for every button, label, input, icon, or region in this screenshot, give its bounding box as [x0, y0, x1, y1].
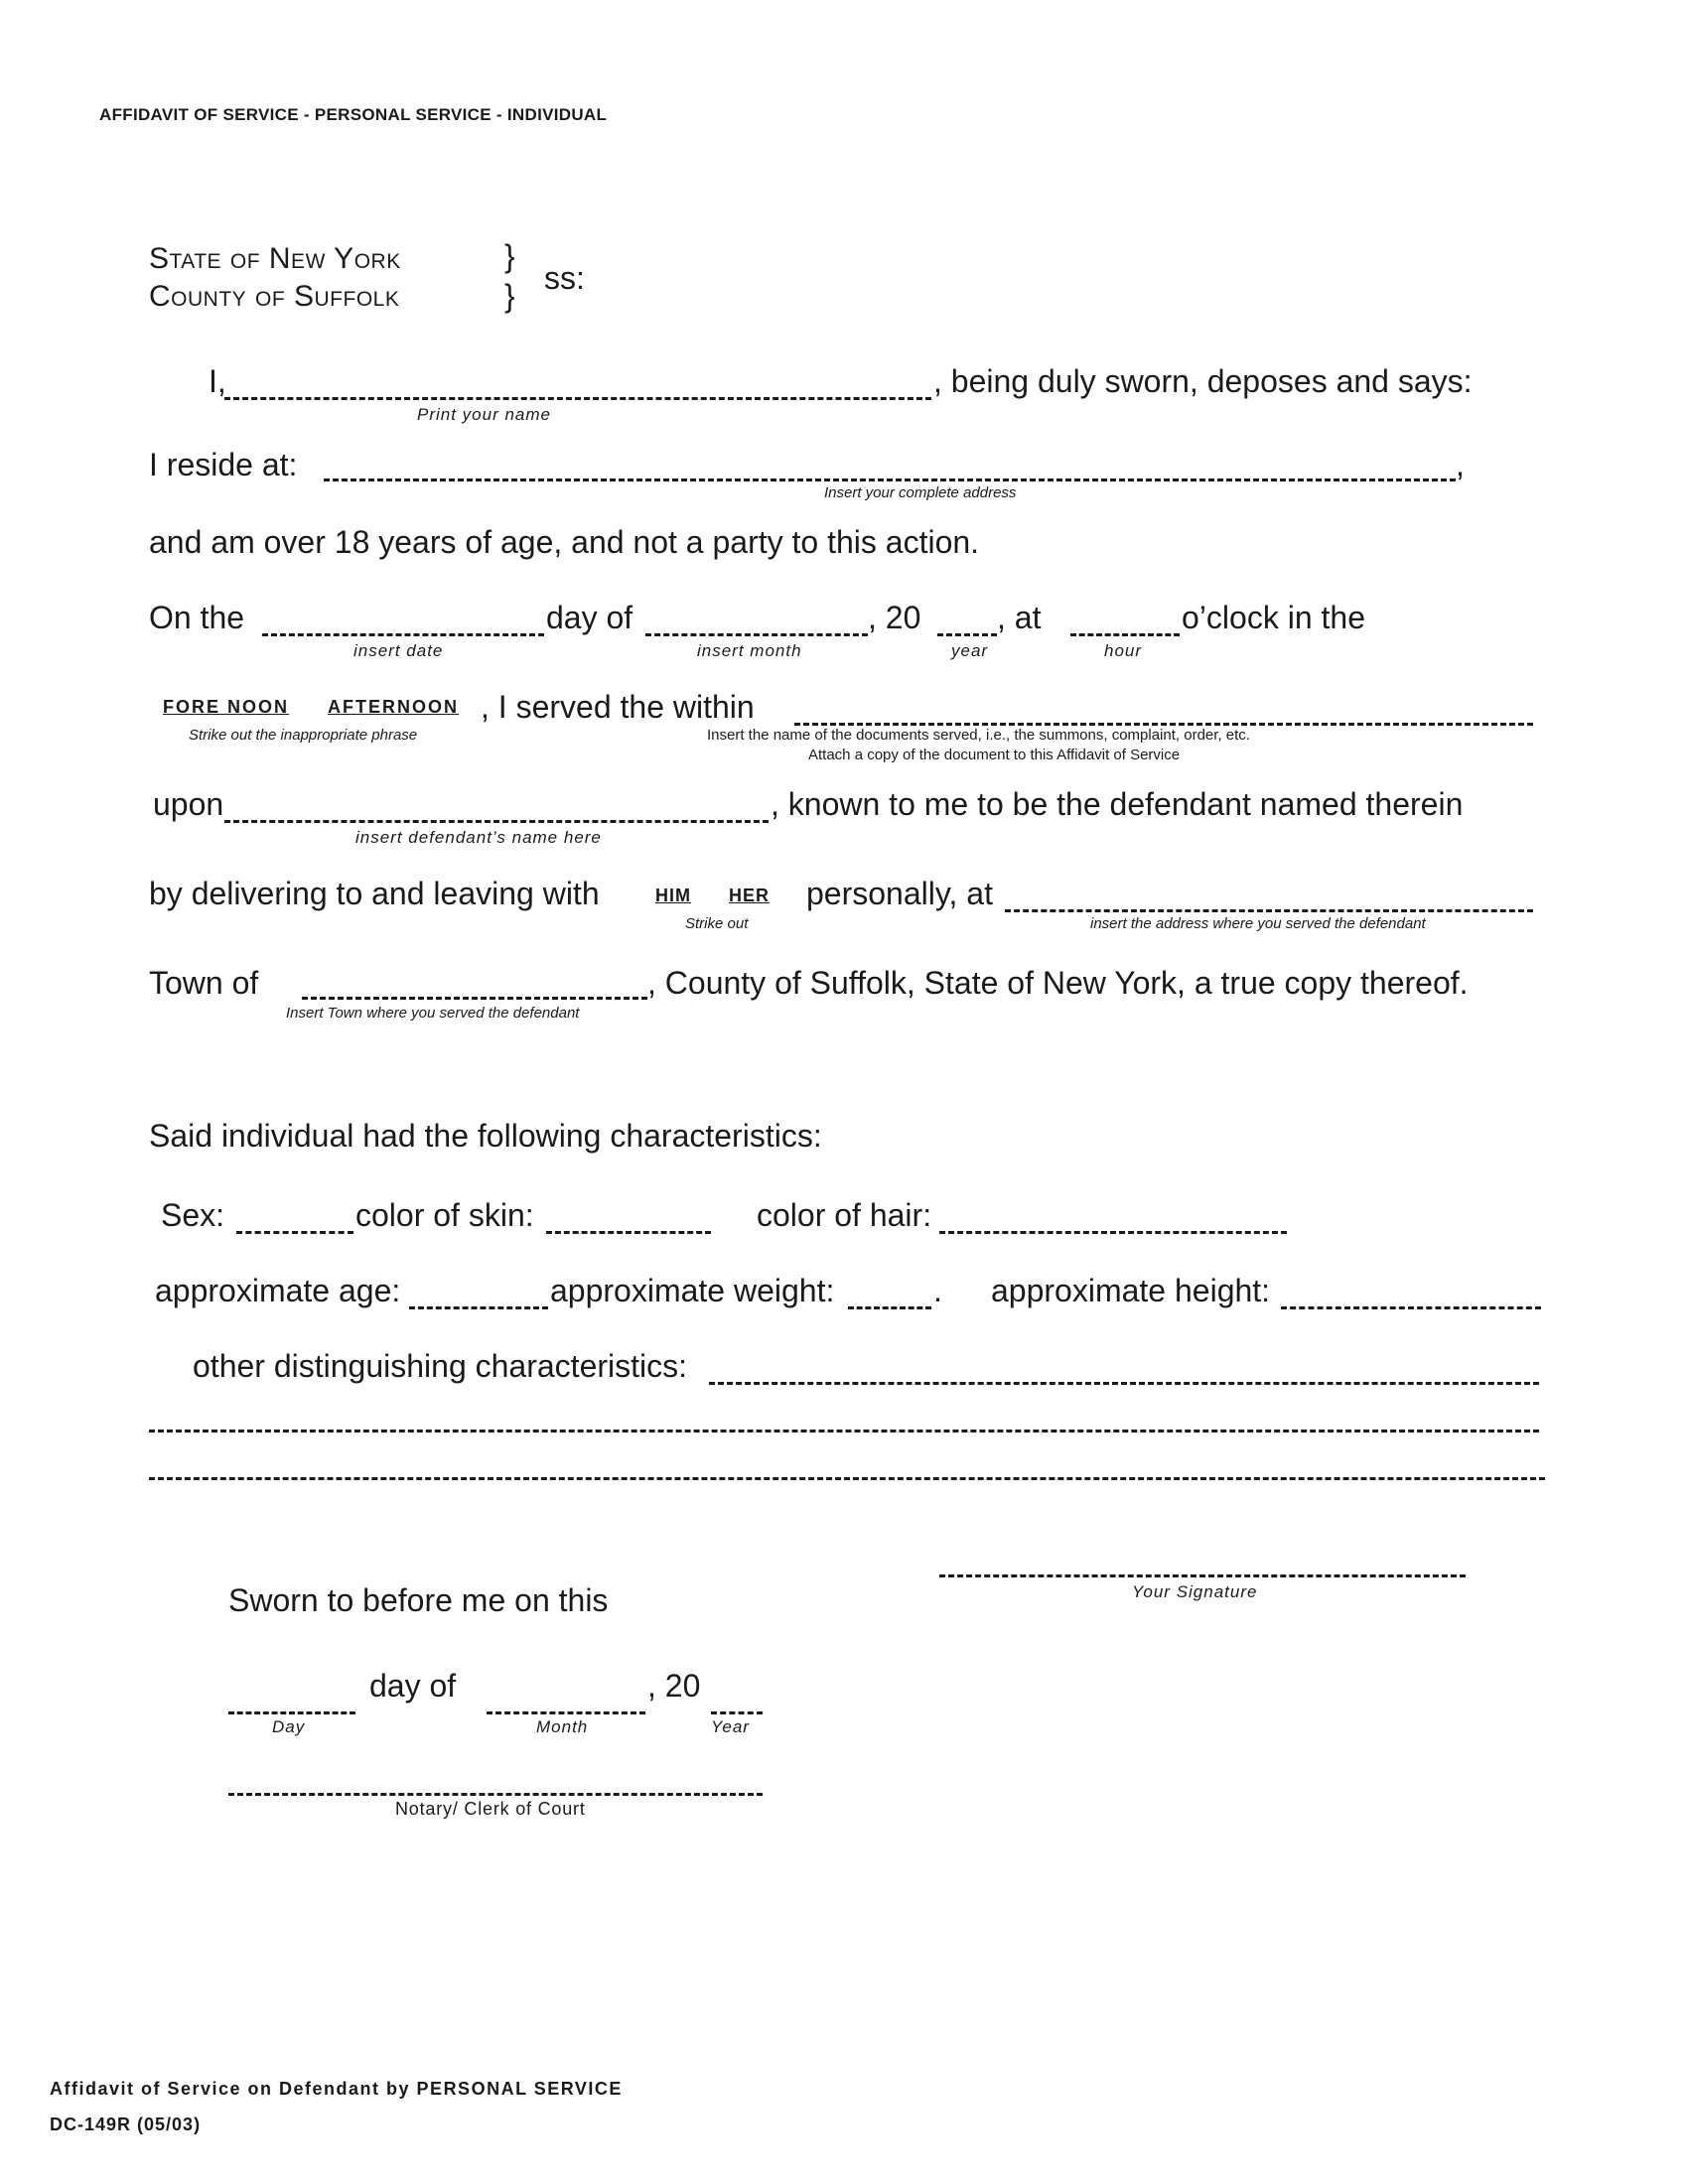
jurat-month-blank[interactable]	[487, 1711, 645, 1714]
year-blank[interactable]	[937, 633, 997, 636]
defendant-name-blank[interactable]	[224, 820, 769, 823]
hair-blank[interactable]	[939, 1231, 1287, 1234]
venue-state: State of New York	[149, 242, 401, 275]
jurat-month-caption: Month	[536, 1717, 589, 1736]
other-blank-3[interactable]	[149, 1477, 1545, 1480]
other-blank-1[interactable]	[709, 1382, 1539, 1385]
sex-blank[interactable]	[236, 1231, 353, 1234]
jurat-day-of: day of	[369, 1668, 457, 1704]
notary-blank[interactable]	[228, 1793, 763, 1796]
option-her[interactable]: HER	[729, 886, 771, 905]
line-delivering: by delivering to and leaving with	[149, 876, 600, 911]
line-name-suffix: , being duly sworn, deposes and says:	[933, 363, 1473, 399]
other-label: other distinguishing characteristics:	[193, 1348, 688, 1384]
venue-ss: ss:	[544, 260, 585, 296]
signature-blank[interactable]	[939, 1574, 1466, 1577]
month-caption: insert month	[697, 641, 802, 660]
service-address-blank[interactable]	[1005, 909, 1533, 912]
option-forenoon[interactable]: FORE NOON	[163, 697, 290, 717]
him-her-caption: Strike out	[685, 915, 749, 932]
jurat-day-caption: Day	[272, 1717, 306, 1736]
line-personally-at: personally, at	[806, 876, 993, 911]
line-address-prefix: I reside at:	[149, 447, 298, 482]
line-address-suffix: ,	[1456, 447, 1465, 482]
footer-form-id: DC-149R (05/03)	[50, 2115, 202, 2134]
line-name-prefix: I,	[209, 363, 226, 399]
form-header-title: AFFIDAVIT OF SERVICE - PERSONAL SERVICE - INDIVIDUAL	[99, 105, 608, 124]
weight-label: approximate weight:	[550, 1273, 835, 1308]
hair-label: color of hair:	[757, 1197, 932, 1233]
name-blank[interactable]	[224, 397, 931, 400]
age-label: approximate age:	[155, 1273, 401, 1308]
documents-blank[interactable]	[794, 723, 1533, 726]
defendant-caption: insert defendant’s name here	[355, 828, 602, 847]
jurat-twenty: , 20	[647, 1668, 701, 1704]
weight-blank[interactable]	[848, 1306, 931, 1309]
forenoon-caption: Strike out the inappropriate phrase	[189, 727, 418, 744]
notary-caption: Notary/ Clerk of Court	[395, 1799, 586, 1819]
sex-label: Sex:	[161, 1197, 225, 1233]
footer-title: Affidavit of Service on Defendant by PERSONAL SERVICE	[50, 2079, 623, 2099]
service-address-caption: insert the address where you served the defendant	[1090, 915, 1426, 932]
name-caption: Print your name	[417, 405, 551, 424]
town-blank[interactable]	[302, 997, 647, 1000]
height-blank[interactable]	[1281, 1306, 1541, 1309]
sworn-text: Sworn to before me on this	[228, 1582, 609, 1618]
line-served-within: , I served the within	[481, 689, 755, 725]
hour-caption: hour	[1104, 641, 1143, 660]
line-date-twenty: , 20	[868, 600, 921, 635]
address-caption: Insert your complete address	[824, 484, 1017, 501]
age-blank[interactable]	[409, 1306, 548, 1309]
line-upon: upon	[153, 786, 224, 822]
line-town-of: Town of	[149, 965, 259, 1001]
jurat-year-caption: Year	[711, 1717, 750, 1736]
attach-caption: Attach a copy of the document to this Affidavit of Service	[808, 747, 1181, 763]
line-date-oclock: o’clock in the	[1182, 600, 1365, 635]
age-statement: and am over 18 years of age, and not a party to this action.	[149, 524, 980, 560]
other-blank-2[interactable]	[149, 1430, 1539, 1433]
line-town-suffix: , County of Suffolk, State of New York, a true copy thereof.	[647, 965, 1469, 1001]
venue-brace-bottom: }	[504, 278, 515, 314]
option-afternoon[interactable]: AFTERNOON	[328, 697, 459, 717]
signature-caption: Your Signature	[1132, 1582, 1258, 1601]
month-blank[interactable]	[645, 633, 868, 636]
year-caption: year	[951, 641, 989, 660]
option-him[interactable]: HIM	[655, 886, 691, 905]
line-defendant-suffix: , known to me to be the defendant named therein	[771, 786, 1464, 822]
town-caption: Insert Town where you served the defendant	[286, 1005, 580, 1022]
address-blank[interactable]	[324, 478, 1456, 481]
date-caption: insert date	[353, 641, 444, 660]
line-date-day-of: day of	[546, 600, 633, 635]
venue-brace-top: }	[504, 238, 515, 274]
weight-period: .	[933, 1273, 942, 1308]
venue-county: County of Suffolk	[149, 280, 400, 313]
hour-blank[interactable]	[1070, 633, 1180, 636]
date-blank[interactable]	[262, 633, 544, 636]
skin-label: color of skin:	[355, 1197, 534, 1233]
line-date-on-the: On the	[149, 600, 245, 635]
jurat-day-blank[interactable]	[228, 1711, 355, 1714]
line-date-at: , at	[997, 600, 1042, 635]
skin-blank[interactable]	[546, 1231, 711, 1234]
documents-caption: Insert the name of the documents served, i.e., the summons, complaint, order, etc.	[707, 727, 1250, 744]
jurat-year-blank[interactable]	[711, 1711, 763, 1714]
characteristics-heading: Said individual had the following characteristics:	[149, 1118, 822, 1154]
height-label: approximate height:	[991, 1273, 1271, 1308]
